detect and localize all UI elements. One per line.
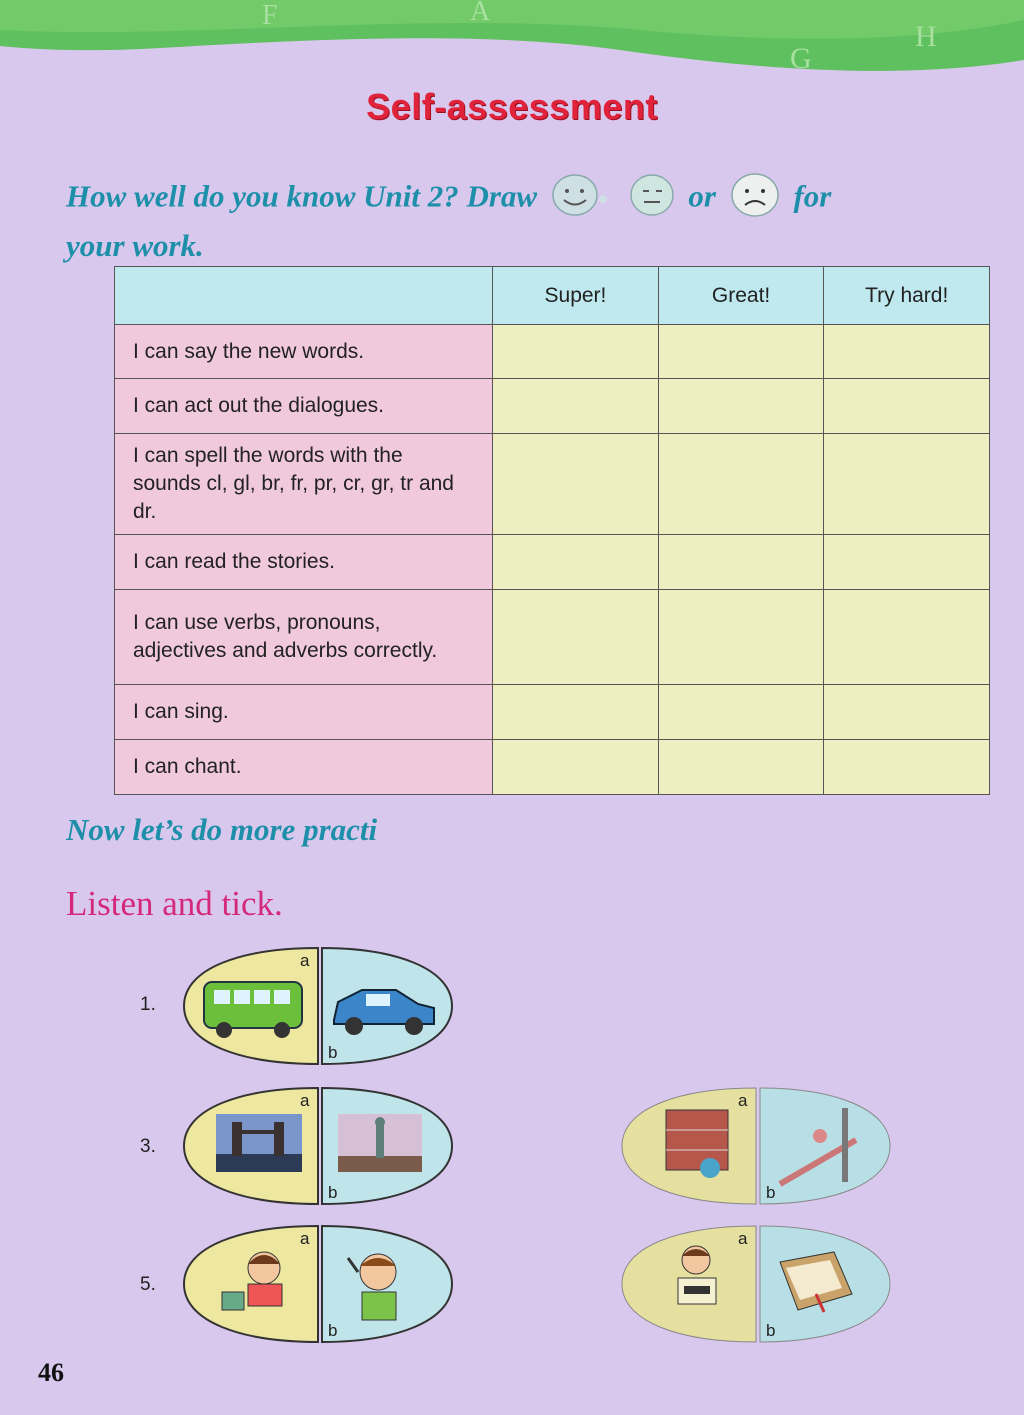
statement-cell: I can spell the words with the sounds cl, gl, br, fr, pr, cr, gr, tr and dr. — [115, 434, 493, 535]
sad-face-icon — [730, 172, 780, 227]
super-cell[interactable] — [493, 434, 659, 535]
label-b: b — [328, 1043, 338, 1062]
neutral-face-icon — [629, 173, 675, 226]
banner-letter: H — [915, 20, 937, 53]
brick-wall-icon — [666, 1110, 728, 1178]
table-row — [115, 379, 990, 434]
choice-pair-3 — [182, 1084, 454, 1208]
super-cell[interactable] — [493, 535, 659, 590]
statement-cell: I can read the stories. — [115, 535, 493, 590]
table-row — [115, 590, 990, 685]
super-cell[interactable] — [493, 325, 659, 379]
choice-pair-5 — [182, 1222, 454, 1346]
table-header-row — [115, 267, 990, 325]
header-blank-cell — [115, 267, 493, 325]
try-hard-cell[interactable] — [824, 685, 990, 740]
listen-heading: Listen and tick. — [66, 884, 283, 923]
table-row — [115, 535, 990, 590]
try-hard-cell[interactable] — [824, 740, 990, 795]
practice-heading: Now let’s do more practi — [66, 812, 378, 847]
super-cell[interactable] — [493, 379, 659, 434]
item-number: 3. — [140, 1136, 156, 1157]
self-assessment-table — [114, 266, 990, 795]
header-try-hard: Try hard! — [824, 267, 990, 325]
great-cell[interactable] — [658, 325, 824, 379]
top-banner — [0, 0, 1024, 90]
label-a: a — [300, 951, 310, 970]
instruction-text — [66, 172, 996, 265]
try-hard-cell[interactable] — [824, 590, 990, 685]
choice-pair-4 — [620, 1084, 892, 1208]
try-hard-cell[interactable] — [824, 325, 990, 379]
statement-cell: I can use verbs, pronouns, adjectives and adverbs correctly. — [115, 590, 493, 685]
great-cell[interactable] — [658, 379, 824, 434]
label-b: b — [766, 1183, 776, 1202]
tower-bridge-icon — [216, 1114, 302, 1172]
page-title: Self-assessment — [366, 86, 658, 127]
super-cell[interactable] — [493, 590, 659, 685]
great-cell[interactable] — [658, 590, 824, 685]
choice-pair-6 — [620, 1222, 892, 1346]
label-a: a — [300, 1229, 310, 1248]
label-b: b — [328, 1321, 338, 1340]
label-b: b — [328, 1183, 338, 1202]
great-cell[interactable] — [658, 535, 824, 590]
super-cell[interactable] — [493, 740, 659, 795]
item-number: 5. — [140, 1274, 156, 1295]
header-super: Super! — [493, 267, 659, 325]
great-cell[interactable] — [658, 740, 824, 795]
instruction-line2: your work. — [66, 228, 204, 263]
banner-letter: A — [470, 0, 491, 27]
option-b[interactable] — [760, 1088, 890, 1204]
happy-face-icon — [551, 173, 609, 226]
super-cell[interactable] — [493, 685, 659, 740]
statement-cell: I can say the new words. — [115, 325, 493, 379]
try-hard-cell[interactable] — [824, 535, 990, 590]
statue-of-liberty-icon — [338, 1114, 422, 1172]
try-hard-cell[interactable] — [824, 379, 990, 434]
label-b: b — [766, 1321, 776, 1340]
table-row — [115, 740, 990, 795]
label-a: a — [738, 1091, 748, 1110]
choice-pair-1 — [182, 944, 454, 1068]
instruction-or: or — [688, 178, 716, 214]
label-a: a — [300, 1091, 310, 1110]
table-row — [115, 434, 990, 535]
statement-cell: I can sing. — [115, 685, 493, 740]
instruction-part2: for — [793, 178, 832, 214]
try-hard-cell[interactable] — [824, 434, 990, 535]
table-row — [115, 685, 990, 740]
banner-letter: G — [790, 42, 812, 75]
statement-cell: I can chant. — [115, 740, 493, 795]
label-a: a — [738, 1229, 748, 1248]
table-row — [115, 325, 990, 379]
page-number: 46 — [38, 1358, 64, 1387]
great-cell[interactable] — [658, 434, 824, 535]
item-number: 1. — [140, 994, 156, 1015]
great-cell[interactable] — [658, 685, 824, 740]
statement-cell: I can act out the dialogues. — [115, 379, 493, 434]
header-great: Great! — [658, 267, 824, 325]
instruction-part1: How well do you know Unit 2? Draw — [66, 178, 538, 214]
banner-letter: F — [262, 0, 278, 31]
